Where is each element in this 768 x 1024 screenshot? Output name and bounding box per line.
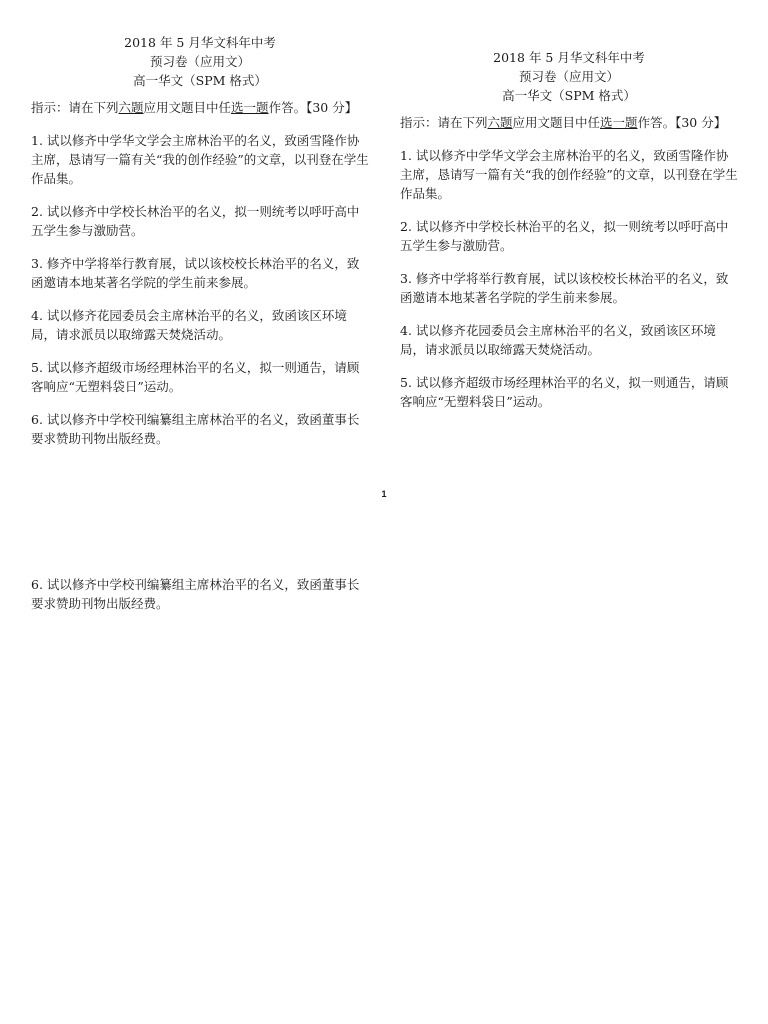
right-page-column <box>400 48 738 425</box>
instruction-choose: 选一题 <box>231 100 269 115</box>
instruction-choose: 选一题 <box>600 115 638 130</box>
instruction-count: 六题 <box>487 115 513 130</box>
question-5: 5. 试以修齐超级市场经理林治平的名义，拟一则通告，请顾客响应“无塑料袋日”运动。 <box>400 375 729 409</box>
exam-subtitle: 预习卷（应用文） <box>518 69 619 84</box>
question-2: 2. 试以修齐中学校长林治平的名义，拟一则统考以呼吁高中五学生参与激励营。 <box>400 219 729 253</box>
question-2: 2. 试以修齐中学校长林治平的名义，拟一则统考以呼吁高中五学生参与激励营。 <box>31 204 360 238</box>
question-1: 1. 试以修齐中学华文学会主席林治平的名义，致函雪隆作协主席，恳请写一篇有关“我的创作经验”的文章，以刊登在学生作品集。 <box>31 133 369 186</box>
page-number: 1 <box>381 489 387 499</box>
exam-header <box>400 48 738 105</box>
instruction: 指示：请在下列六题应用文题目中任选一题作答。【30 分】 <box>400 115 727 130</box>
exam-title: 2018 年 5 月华文科年中考 <box>493 50 645 65</box>
left-page-column <box>31 33 369 462</box>
instruction: 指示：请在下列六题应用文题目中任选一题作答。【30 分】 <box>31 100 358 115</box>
exam-level: 高一华文（SPM 格式） <box>502 88 636 103</box>
continued-question-column <box>31 575 369 627</box>
instruction-count: 六题 <box>118 100 144 115</box>
exam-level: 高一华文（SPM 格式） <box>133 73 267 88</box>
exam-subtitle: 预习卷（应用文） <box>149 54 250 69</box>
question-6: 6. 试以修齐中学校刊编纂组主席林治平的名义，致函董事长要求赞助刊物出版经费。 <box>31 412 360 446</box>
question-5: 5. 试以修齐超级市场经理林治平的名义，拟一则通告，请顾客响应“无塑料袋日”运动。 <box>31 360 360 394</box>
question-3: 3. 修齐中学将举行教育展，试以该校校长林治平的名义，致函邀请本地某著名学院的学生前来参展。 <box>31 256 360 290</box>
question-1: 1. 试以修齐中学华文学会主席林治平的名义，致函雪隆作协主席，恳请写一篇有关“我的创作经验”的文章，以刊登在学生作品集。 <box>400 148 738 201</box>
question-3: 3. 修齐中学将举行教育展，试以该校校长林治平的名义，致函邀请本地某著名学院的学生前来参展。 <box>400 271 729 305</box>
question-4: 4. 试以修齐花园委员会主席林治平的名义，致函该区环境局，请求派员以取缔露天焚烧活动。 <box>400 323 716 357</box>
exam-title: 2018 年 5 月华文科年中考 <box>124 35 276 50</box>
question-6: 6. 试以修齐中学校刊编纂组主席林治平的名义，致函董事长要求赞助刊物出版经费。 <box>31 577 360 611</box>
exam-header <box>31 33 369 90</box>
question-4: 4. 试以修齐花园委员会主席林治平的名义，致函该区环境局，请求派员以取缔露天焚烧活动。 <box>31 308 347 342</box>
